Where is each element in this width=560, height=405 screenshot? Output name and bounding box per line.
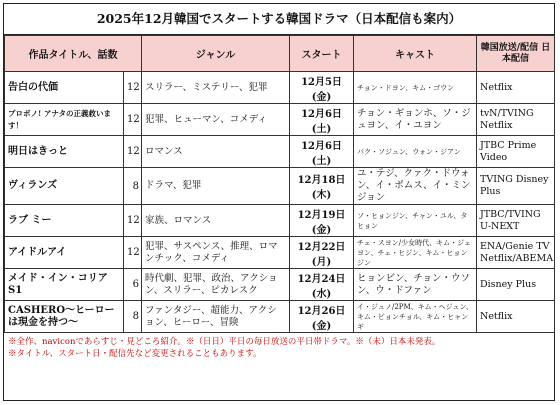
broadcast: JTBC/TVING U-NEXT [477,205,555,237]
start-date: 12月24日(水) [290,269,354,301]
drama-title: 告白の代価 [5,72,124,104]
broadcast: ENA/Genie TV Netflix/ABEMA [477,237,555,269]
cast: ヒョンビン、チョン・ウソン、ウ・ドファン [354,269,477,301]
episode-count: 6 [124,269,142,301]
table-row [5,205,555,237]
episode-count: 12 [124,205,142,237]
header-name: 作品タイトル、話数 [5,36,142,72]
episode-count: 8 [124,168,142,205]
start-date: 12月19日(金) [290,205,354,237]
table-row [5,136,555,168]
drama-title: アイドルアイ [5,237,124,269]
episode-count: 12 [124,136,142,168]
footnote-line: ※全作、naviconであらすじ・見どころ紹介。※（日日）平日の毎日放送の平日帯ドラマ。※（未）日本未発表。 [8,337,441,347]
start-date: 12月18日(木) [290,168,354,205]
table-header-row [5,36,555,72]
episode-count: 12 [124,72,142,104]
genre: 時代劇、犯罪、政治、アクション、スリラー、ピカレスク [142,269,290,301]
start-date: 12月22日(月) [290,237,354,269]
episode-count: 12 [124,237,142,269]
episode-count: 12 [124,104,142,136]
genre: スリラー、ミステリー、犯罪 [142,72,290,104]
broadcast: Netflix [477,301,555,333]
genre: ファンタジー、超能力、アクション、ヒーロー、冒険 [142,301,290,333]
drama-title: メイド・イン・コリア S1 [5,269,124,301]
table-row [5,104,555,136]
drama-title: ヴィランズ [5,168,124,205]
broadcast: TVING Disney Plus [477,168,555,205]
table-row [5,168,555,205]
header-broadcast: 韓国放送/配信 日本配信 [477,36,555,72]
start-date: 12月6日(土) [290,104,354,136]
genre: 家族、ロマンス [142,205,290,237]
drama-title: プロボノ! アナタの正義救います！ [5,104,124,136]
start-date: 12月26日(金) [290,301,354,333]
cast: チョン・ドヨン、キム・ゴウン [354,72,477,104]
broadcast: tvN/TVING Netflix [477,104,555,136]
cast: パク・ソジュン、ウォン・ジアン [354,136,477,168]
cast: イ・ジュノ/2PM、キム・ヘジュン、キム・ビョンチョル、キム・ヒャンギ [354,301,477,333]
broadcast: Disney Plus [477,269,555,301]
cast: ソ・ヒョンジン、チャン・ユル、タヒョン [354,205,477,237]
table-row [5,269,555,301]
genre: 犯罪、ヒューマン、コメディ [142,104,290,136]
header-genre: ジャンル [142,36,290,72]
drama-title: 明日はきっと [5,136,124,168]
drama-title: ラブ ミー [5,205,124,237]
cast: チョン・ギョンホ、ソ・ジュヨン、イ・ユヨン [354,104,477,136]
genre: 犯罪、サスペンス、推理、ロマンチック、コメディ [142,237,290,269]
table-row [5,301,555,333]
genre: ロマンス [142,136,290,168]
broadcast: JTBC Prime Video [477,136,555,168]
footnote-line: ※タイトル、スタート日・配信先など変更されることもあります。 [8,349,262,359]
header-start: スタート [290,36,354,72]
table-row [5,72,555,104]
cast: チェ・スヨン/少女時代、キム・ジェヨン、チェ・ヒジン、キム・ヒョンジン [354,237,477,269]
cast: ユ・テジ、クァク・ドウォン、イ・ボムス、イ・ミンジョン [354,168,477,205]
episode-count: 8 [124,301,142,333]
genre: ドラマ、犯罪 [142,168,290,205]
footnotes [4,333,554,363]
broadcast: Netflix [477,72,555,104]
drama-title: CASHERO～ヒーローは現金を持つ～ [5,301,124,333]
drama-table-container [3,3,555,401]
page-title: 2025年12月韓国でスタートする韓国ドラマ（日本配信も案内） [4,4,554,35]
drama-table [4,35,555,333]
header-cast: キャスト [354,36,477,72]
start-date: 12月6日(土) [290,136,354,168]
start-date: 12月5日(金) [290,72,354,104]
table-row [5,237,555,269]
